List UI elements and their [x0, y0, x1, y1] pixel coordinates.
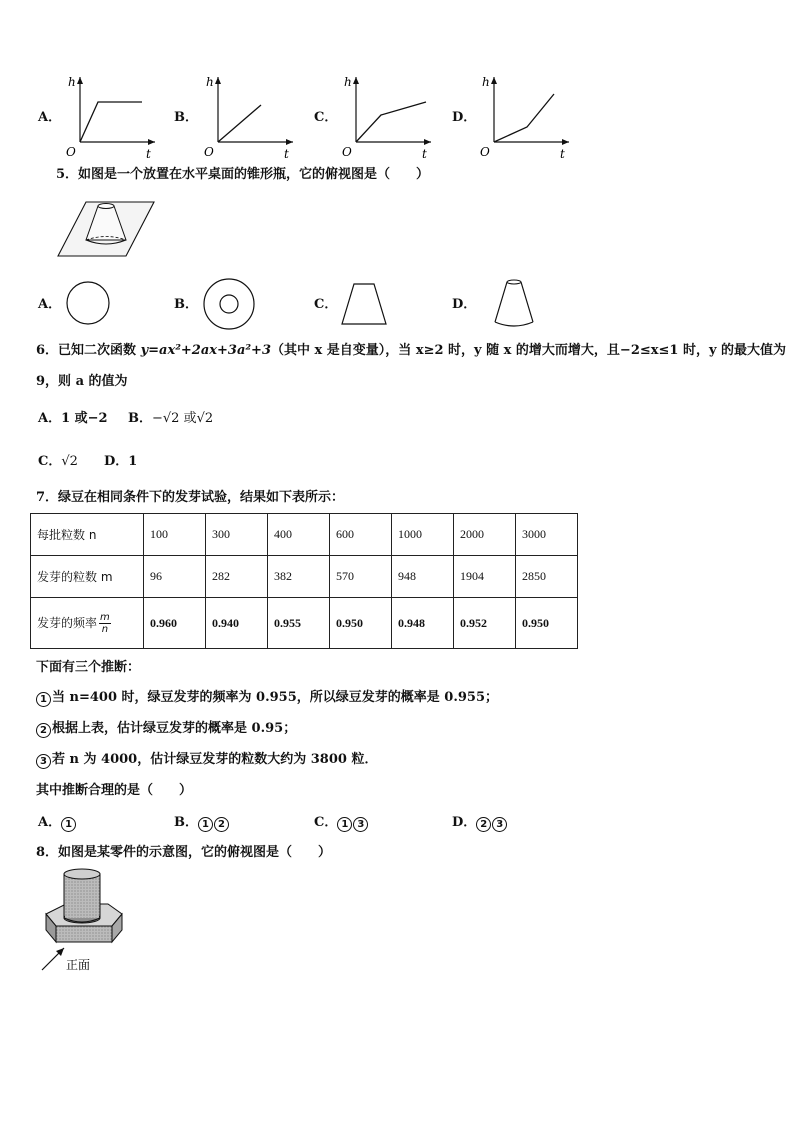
option-label: C． [314, 815, 338, 830]
q6-stem-line2: 9，则 a 的值为 [36, 374, 128, 389]
q6-option-b-label: B． [128, 411, 152, 426]
graph-option-a-label: A． [38, 110, 62, 125]
q7-option-b [174, 815, 230, 832]
inference-text: 当 n=400 时，绿豆发芽的频率为 0.955，所以绿豆发芽的概率是 0.955； [52, 690, 498, 705]
q5-option-b-label: B． [174, 297, 198, 312]
h-axis-label: h [68, 75, 76, 89]
circled-number: 1 [198, 817, 213, 832]
t-axis-label: t [284, 147, 289, 161]
table-cell: 96 [144, 556, 206, 598]
table-row [31, 556, 578, 598]
q7-option-a [38, 815, 77, 832]
table-row-header: 发芽的粒数 m [31, 556, 144, 598]
graph-option-a [60, 72, 160, 162]
q6-option-c-value: √2 [61, 454, 78, 469]
circled-number: 2 [36, 723, 51, 738]
t-axis-label: t [146, 147, 151, 161]
table-cell: 0.950 [330, 598, 392, 649]
q5-option-c-trapezoid [338, 280, 390, 328]
table-cell: 0.952 [454, 598, 516, 649]
q7-inference-1 [36, 690, 498, 707]
table-cell: 3000 [516, 514, 578, 556]
q7-option-d [452, 815, 508, 832]
q5-option-a-label: A． [38, 297, 62, 312]
table-cell: 600 [330, 514, 392, 556]
table-cell: 2000 [454, 514, 516, 556]
graph-option-c [336, 72, 436, 162]
table-cell: 300 [206, 514, 268, 556]
q7-stem: 7．绿豆在相同条件下的发芽试验，结果如下表所示： [36, 490, 345, 505]
inference-text: 根据上表，估计绿豆发芽的概率是 0.95； [52, 721, 297, 736]
origin-label: O [66, 145, 76, 159]
h-axis-label: h [344, 75, 352, 89]
origin-label: O [204, 145, 214, 159]
q6-option-b-value: −√2 或√2 [152, 411, 214, 426]
q6-option-b [128, 411, 213, 427]
circled-number: 3 [492, 817, 507, 832]
graph-option-b-label: B． [174, 110, 198, 125]
circled-number: 1 [337, 817, 352, 832]
frequency-label: 发芽的频率 [37, 615, 98, 630]
circled-number: 2 [214, 817, 229, 832]
table-cell: 0.955 [268, 598, 330, 649]
circled-number: 3 [353, 817, 368, 832]
t-axis-label: t [560, 147, 565, 161]
q6-option-c [38, 454, 78, 470]
table-cell: 282 [206, 556, 268, 598]
q8-part-figure [38, 866, 124, 974]
circled-number: 2 [476, 817, 491, 832]
option-label: B． [174, 815, 198, 830]
q5-stem: 5．如图是一个放置在水平桌面的锥形瓶，它的俯视图是（ ） [56, 167, 430, 182]
table-cell: 100 [144, 514, 206, 556]
front-label: 正面 [66, 958, 91, 972]
inference-text: 若 n 为 4000，估计绿豆发芽的粒数大约为 3800 粒． [52, 752, 378, 767]
q5-option-a-circle [64, 278, 116, 330]
graph-option-d [474, 72, 574, 162]
graph-option-b [198, 72, 298, 162]
q6-function: y=ax²+2ax+3a²+3 [140, 343, 271, 358]
table-row [31, 514, 578, 556]
fraction-denominator: n [101, 623, 109, 635]
table-cell: 2850 [516, 556, 578, 598]
q6-option-d: D．1 [104, 454, 138, 469]
circled-number: 1 [61, 817, 76, 832]
graph-option-c-label: C． [314, 110, 338, 125]
table-cell: 948 [392, 556, 454, 598]
circled-number: 3 [36, 754, 51, 769]
fraction-m-over-n [99, 612, 111, 635]
q5-cone-flask-figure [56, 196, 158, 268]
q6-option-c-label: C． [38, 454, 62, 469]
table-cell: 1000 [392, 514, 454, 556]
table-cell: 1904 [454, 556, 516, 598]
h-axis-label: h [206, 75, 214, 89]
q5-option-b-ring [200, 276, 260, 334]
table-row-header: 每批粒数 n [31, 514, 144, 556]
origin-label: O [342, 145, 352, 159]
fraction-numerator: m [100, 611, 110, 623]
table-cell: 0.950 [516, 598, 578, 649]
q8-stem: 8．如图是某零件的示意图，它的俯视图是（ ） [36, 845, 332, 860]
q6-stem-line1 [36, 343, 786, 359]
circled-number: 1 [36, 692, 51, 707]
table-cell: 382 [268, 556, 330, 598]
table-cell: 570 [330, 556, 392, 598]
q7-intro: 下面有三个推断： [36, 660, 141, 675]
table-cell: 0.948 [392, 598, 454, 649]
table-row [31, 598, 578, 649]
option-label: A． [38, 815, 62, 830]
q5-option-d-truncated-cone [492, 276, 538, 332]
graph-option-d-label: D． [452, 110, 477, 125]
q7-option-c [314, 815, 369, 832]
table-cell: 0.960 [144, 598, 206, 649]
table-row-header-frequency [31, 598, 144, 649]
q7-question: 其中推断合理的是（ ） [36, 783, 193, 798]
option-label: D． [452, 815, 477, 830]
q5-option-c-label: C． [314, 297, 338, 312]
q5-option-d-label: D． [452, 297, 477, 312]
h-axis-label: h [482, 75, 490, 89]
origin-label: O [480, 145, 490, 159]
table-cell: 0.940 [206, 598, 268, 649]
q6-stem-prefix: 6．已知二次函数 [36, 343, 141, 358]
q7-data-table [30, 513, 578, 649]
q6-option-a: A．1 或−2 [38, 411, 108, 426]
q7-inference-3 [36, 752, 377, 769]
q6-stem-mid: （其中 x 是自变量），当 x≥2 时，y 随 x 的增大而增大，且−2≤x≤1 时，y 的最大值为 [271, 343, 787, 358]
q7-inference-2 [36, 721, 296, 738]
table-cell: 400 [268, 514, 330, 556]
t-axis-label: t [422, 147, 427, 161]
